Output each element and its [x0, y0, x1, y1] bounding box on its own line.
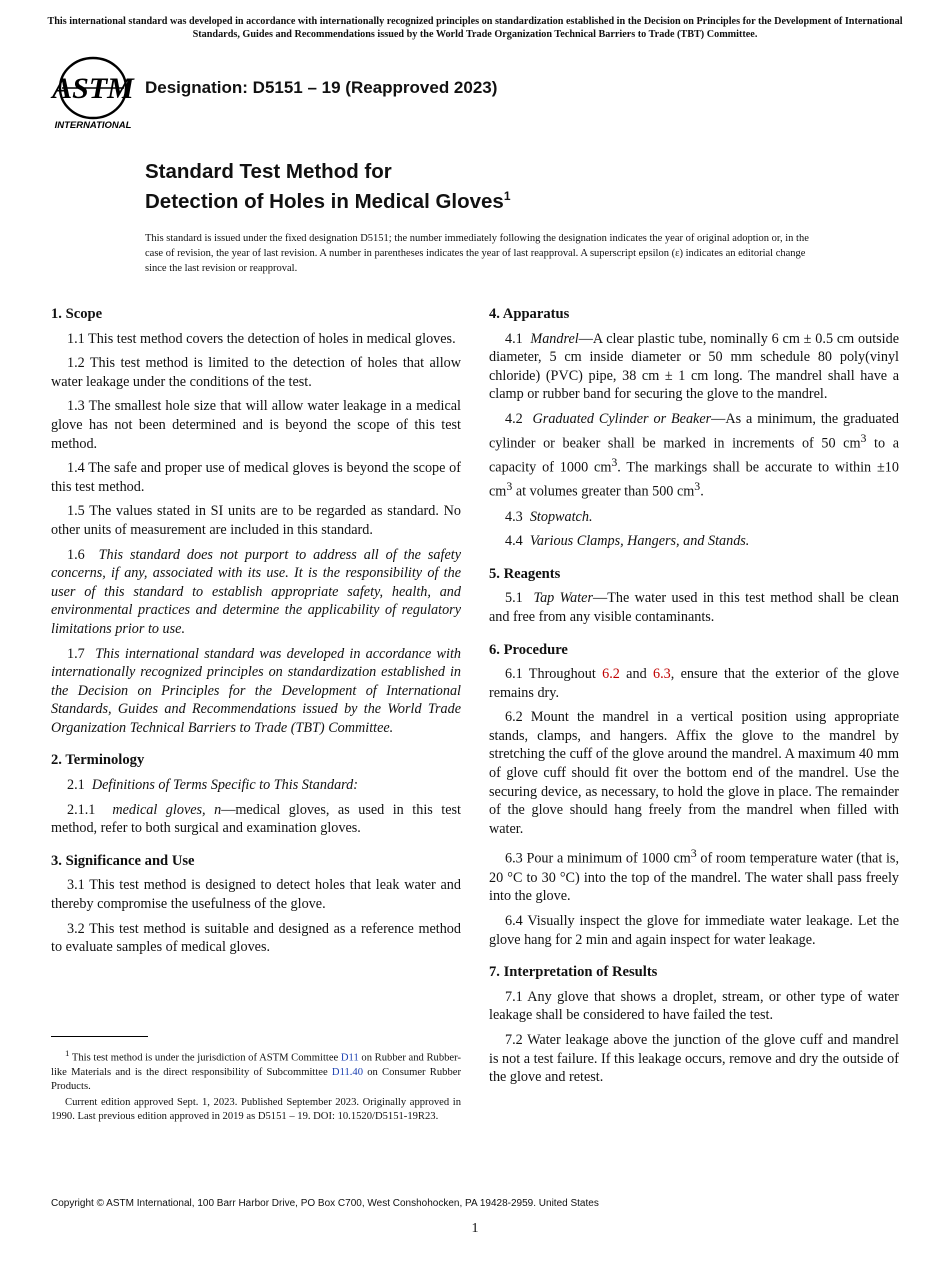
- section-heading-significance: 3. Significance and Use: [51, 852, 195, 869]
- paragraph-1-1: 1.1 This test method covers the detection of holes in medical gloves.: [67, 330, 456, 347]
- document-title: [145, 160, 511, 214]
- logo-wordmark: ASTM: [52, 72, 134, 105]
- link-d11[interactable]: D11: [340, 1052, 359, 1064]
- paragraph-7-2: 7.2 Water leakage above the junction of the glove cuff and mandrel is not a test failure. If this leakage occurs, remove and dry the outside of the glove and retest.: [489, 1031, 899, 1086]
- footnotes: [51, 1046, 461, 1127]
- paragraph-4-3: 4.3 Stopwatch.: [505, 508, 593, 525]
- right-column: [489, 305, 899, 1093]
- issuance-note: This standard is issued under the fixed designation D5151; the number immediately following the designation indicates the year of original adoption or, in the case of revision, the year of last revision. A number in parentheses indicates the year of last reapproval. A superscript epsilon (ε) indicates an editorial change since the last revision or reapproval.: [145, 233, 809, 274]
- designation: Designation: D5151 – 19 (Reapproved 2023): [145, 78, 498, 97]
- footnote-1: $^1$ This test method is under the jurisdiction of ASTM Committee D11 on Rubber and Rubber-like Materials and is the direct responsibility of Subcommittee D11.40 on Consumer Rubber Products.: [51, 1048, 461, 1092]
- paragraph-1-7: 1.7 This international standard was developed in accordance with internationally recognized principles on standardization established in the Decision on Principles for the Development of International Standards, Guides and Recommendations issued by the World Trade Organization Technical Barriers to Trade (TBT) Committee.: [51, 645, 461, 736]
- section-heading-terminology: 2. Terminology: [51, 752, 145, 769]
- section-heading-interpretation: 7. Interpretation of Results: [489, 964, 658, 981]
- paragraph-2-1: 2.1 Definitions of Terms Specific to This Standard:: [67, 777, 358, 794]
- section-heading-procedure: 6. Procedure: [489, 641, 568, 658]
- section-heading-apparatus: 4. Apparatus: [489, 306, 570, 322]
- page-number: 1: [471, 1221, 479, 1236]
- astm-logo: [50, 56, 136, 132]
- paragraph-6-2: 6.2 Mount the mandrel in a vertical position using appropriate stands, clamps, and hangers. Affix the glove to the mandrel by stretching the cuff of the glove around the mandrel. A maximum 40 mm of glove cuff should fit over the bottom end of the mandrel. Use the securing device, as necessary, to hold the glove in place. The remainder of the glove should hang freely from the mandrel when filled with water.: [489, 709, 899, 837]
- title-line-1: Standard Test Method for: [145, 160, 392, 183]
- link-6-2[interactable]: 6.2: [602, 666, 620, 683]
- left-column: [51, 305, 461, 963]
- paragraph-6-1: 6.1 Throughout 6.2 and 6.3, ensure that the exterior of the glove remains dry.: [489, 666, 899, 701]
- paragraph-1-4: 1.4 The safe and proper use of medical gloves is beyond the scope of this test method.: [51, 460, 461, 495]
- paragraph-5-1: 5.1 Tap Water—The water used in this test method shall be clean and free from any visible contaminants.: [489, 590, 899, 625]
- title-line-2: Detection of Holes in Medical Gloves$^1$: [145, 189, 511, 213]
- paragraph-4-4: 4.4 Various Clamps, Hangers, and Stands.: [505, 533, 750, 550]
- logo-caption: INTERNATIONAL: [54, 120, 132, 131]
- link-d11-40[interactable]: D11.40: [331, 1066, 364, 1078]
- paragraph-1-2: 1.2 This test method is limited to the detection of holes that allow water leakage under the conditions of the test.: [51, 355, 461, 390]
- paragraph-3-2: 3.2 This test method is suitable and designed as a reference method to evaluate samples of medical gloves.: [51, 920, 461, 956]
- paragraph-7-1: 7.1 Any glove that shows a droplet, stream, or other type of water leakage shall be considered to have failed the test.: [489, 988, 899, 1024]
- paragraph-1-5: 1.5 The values stated in SI units are to be regarded as standard. No other units of measurement are included in this standard.: [51, 503, 461, 538]
- paragraph-1-6: 1.6 This standard does not purport to address all of the safety concerns, if any, associated with its use. It is the responsibility of the user of this standard to establish appropriate safety, health, and environmental practices and determine the applicability of regulatory limitations prior to use.: [51, 546, 461, 637]
- footnote-divider: [51, 1036, 148, 1037]
- paragraph-6-4: 6.4 Visually inspect the glove for immediate water leakage. Let the glove hang for 2 min and again inspect for water leakage.: [489, 912, 899, 948]
- section-heading-reagents: 5. Reagents: [489, 565, 561, 582]
- section-heading-scope: 1. Scope: [51, 306, 103, 322]
- paragraph-4-1: 4.1 Mandrel—A clear plastic tube, nominally 6 cm ± 0.5 cm outside diameter, 5 cm inside diameter or 50 mm schedule 80 poly(vinyl chloride) (PVC) pipe, 38 cm ± 1 cm long. The mandrel shall have a clamp or rubber band for securing the glove to the mandrel.: [489, 330, 900, 403]
- paragraph-3-1: 3.1 This test method is designed to detect holes that leak water and thereby compromise the usefulness of the glove.: [51, 877, 461, 913]
- copyright-notice: Copyright © ASTM International, 100 Barr Harbor Drive, PO Box C700, West Conshohocken, PA 19428-2959. United States: [51, 1198, 599, 1209]
- paragraph-2-1-1: 2.1.1 medical gloves, n—medical gloves, as used in this test method, refer to both surgical and examination gloves.: [51, 801, 461, 837]
- paragraph-4-2: 4.2 Graduated Cylinder or Beaker—As a minimum, the graduated cylinder or beaker shall be marked in increments of 50 $cm^3$ to a capacity of 1000 $cm^3$. The markings shall be accurate to within ±10 $cm^3$ at volumes greater than 500 $cm^3$.: [489, 410, 899, 500]
- paragraph-6-3: 6.3 Pour a minimum of 1000 $cm^3$ of room temperature water (that is, 20 °C to 30 °C) into the top of the mandrel. The water shall pass freely into the glove.: [489, 846, 899, 905]
- link-6-3[interactable]: 6.3: [653, 666, 671, 683]
- footnote-edition: Current edition approved Sept. 1, 2023. Published September 2023. Originally approved in 1990. Last previous edition approved in 2019 as D5151 – 19. DOI: 10.1520/D5151-19R23.: [51, 1097, 461, 1123]
- paragraph-1-3: 1.3 The smallest hole size that will allow water leakage in a medical glove has not been determined and is beyond the scope of this test method.: [51, 398, 461, 452]
- title-footnote-mark[interactable]: 1: [503, 189, 511, 203]
- international-standard-notice: This international standard was developed in accordance with internationally recognized principles on standardization established in the Decision on Principles for the Development of International Standards, Guides and Recommendations issued by the World Trade Organization Technical Barriers to Trade (TBT) Committee.: [47, 16, 903, 40]
